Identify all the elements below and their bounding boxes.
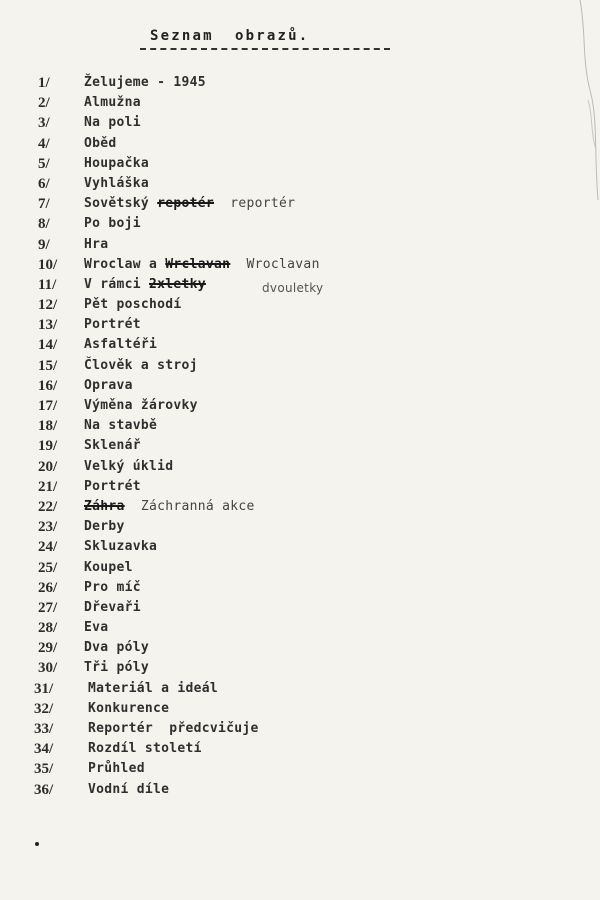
item-title-text: Almužna: [84, 95, 141, 111]
item-number: 14/: [38, 337, 58, 354]
item-title: [84, 255, 320, 275]
item-number: 31/: [34, 680, 54, 697]
item-title-text: Oběd: [84, 135, 117, 151]
item-number: 7/: [38, 196, 50, 213]
item-number: 6/: [38, 175, 50, 192]
item-title: [84, 154, 149, 174]
item-title: [84, 457, 173, 477]
item-number: 25/: [38, 559, 58, 576]
item-number: 17/: [38, 398, 58, 414]
item-title-text: Vodní díle: [88, 781, 170, 797]
item-title-text: Konkurence: [88, 700, 170, 716]
list-item: [0, 376, 600, 396]
item-title-text: Výměna žárovky: [84, 398, 198, 413]
list-item: [0, 759, 600, 779]
item-title: [84, 558, 133, 578]
item-title-text: Na poli: [84, 115, 141, 131]
item-title-text: Skluzavka: [84, 539, 158, 555]
item-title-text: Materiál a ideál: [88, 680, 219, 696]
item-title-text: Hra: [84, 236, 109, 252]
item-title-text: Rozdíl století: [88, 741, 202, 757]
item-number: 36/: [34, 781, 54, 798]
item-number: 8/: [38, 216, 50, 233]
item-title: [84, 416, 157, 436]
title-underline: [140, 48, 390, 50]
item-title: [84, 598, 141, 618]
item-title: [84, 214, 141, 234]
item-title-text: Vyhláška: [84, 175, 150, 191]
list-item: [0, 73, 600, 93]
list-item: [0, 780, 600, 800]
item-title-text: Portrét: [84, 478, 141, 494]
list-item: [0, 416, 600, 436]
item-number: 26/: [38, 579, 58, 596]
item-title: [88, 759, 145, 779]
list-item: [0, 194, 600, 214]
list-item: [0, 699, 600, 719]
item-title: [84, 436, 141, 456]
ink-dot: [35, 842, 39, 846]
item-title-text: Průhled: [88, 761, 145, 777]
item-number: 4/: [38, 135, 50, 152]
item-number: 10/: [38, 256, 58, 273]
struck-text: Wrclavan: [165, 256, 231, 272]
item-title-text: Tři póly: [84, 660, 150, 676]
item-number: 5/: [38, 155, 50, 172]
image-list: [0, 73, 600, 800]
item-title: [84, 376, 133, 396]
list-item: [0, 517, 600, 537]
item-title-text: Eva: [84, 620, 109, 636]
list-item: [0, 214, 600, 234]
list-item: [0, 739, 600, 759]
item-title-text: Velký úklid: [84, 458, 174, 474]
list-item: [0, 457, 600, 477]
item-title: [84, 335, 157, 355]
item-title: [84, 275, 324, 295]
list-item: [0, 134, 600, 154]
item-title-text: Oprava: [84, 377, 133, 393]
item-title: [84, 315, 141, 335]
item-title: [84, 113, 141, 133]
item-title-text: Dřevaři: [84, 599, 141, 615]
item-title: [84, 578, 141, 598]
correction-text: reportér: [214, 196, 296, 212]
item-title: [84, 356, 198, 376]
list-item: [0, 356, 600, 376]
correction-text: Wroclavan: [230, 256, 320, 272]
list-item: [0, 93, 600, 113]
item-title-text: Portrét: [84, 317, 141, 333]
list-item: [0, 295, 600, 315]
list-item: [0, 174, 600, 194]
item-title: [84, 134, 117, 154]
list-item: [0, 436, 600, 456]
struck-text: 2xletky: [149, 276, 206, 292]
list-item: [0, 598, 600, 618]
item-title-text: Člověk a stroj: [84, 357, 198, 373]
item-title: [84, 477, 141, 497]
item-title-text: Pět poschodí: [84, 297, 182, 313]
list-item: [0, 497, 600, 517]
item-number: 28/: [38, 620, 58, 637]
item-number: 30/: [38, 660, 58, 677]
item-title-text: Koupel: [84, 559, 133, 575]
item-title: [84, 497, 255, 517]
list-item: [0, 679, 600, 699]
item-title: [84, 73, 206, 93]
item-number: 18/: [38, 418, 58, 435]
item-title-text: Na stavbě: [84, 418, 158, 434]
list-item: [0, 315, 600, 335]
item-number: 20/: [38, 458, 58, 475]
item-title-text: Želujeme - 1945: [84, 75, 206, 90]
list-item: [0, 719, 600, 739]
item-number: 34/: [34, 741, 54, 758]
item-number: 33/: [34, 721, 54, 737]
list-item: [0, 638, 600, 658]
item-title: [84, 93, 141, 113]
item-number: 27/: [38, 599, 58, 616]
item-number: 16/: [38, 377, 58, 394]
list-item: [0, 558, 600, 578]
item-title: [88, 679, 218, 699]
item-title-text: Pro míč: [84, 579, 141, 595]
paper-edge-mark: [560, 0, 600, 200]
item-title-text: Po boji: [84, 216, 141, 232]
item-number: 15/: [38, 357, 58, 374]
list-item: [0, 255, 600, 275]
item-title: [84, 194, 295, 214]
item-number: 13/: [38, 317, 58, 334]
item-title: [84, 174, 149, 194]
item-number: 9/: [38, 236, 50, 253]
list-item: [0, 396, 600, 416]
list-item: [0, 154, 600, 174]
page-title: Seznam obrazů.: [150, 28, 310, 44]
overlay-correction-text: dvouletky: [262, 280, 324, 295]
list-item: [0, 235, 600, 255]
item-title: [88, 699, 169, 719]
list-item: [0, 537, 600, 557]
list-item: [0, 113, 600, 133]
item-title-text: Asfaltéři: [84, 337, 158, 353]
list-item: [0, 275, 600, 295]
list-item: [0, 477, 600, 497]
struck-text: repotér: [157, 196, 215, 212]
list-item: [0, 578, 600, 598]
item-title: [88, 780, 169, 800]
item-title: [88, 719, 259, 739]
item-title: [84, 537, 157, 557]
item-title-text: Derby: [84, 519, 125, 535]
list-item: [0, 618, 600, 638]
item-number: 29/: [38, 640, 58, 657]
item-number: 21/: [38, 478, 58, 495]
correction-text: Záchranná akce: [124, 498, 255, 514]
list-item: [0, 335, 600, 355]
item-title: [84, 295, 182, 315]
item-title: [84, 658, 149, 678]
item-number: 11/: [38, 276, 57, 293]
item-title-text: Houpačka: [84, 155, 150, 171]
item-title-text: Dva póly: [84, 640, 150, 656]
item-number: 2/: [38, 95, 50, 112]
item-title: [84, 638, 149, 658]
item-title: [84, 396, 198, 416]
struck-text: Záhra: [84, 498, 125, 514]
item-title-text: Wroclaw a: [84, 256, 166, 272]
item-title-text: Sklenář: [84, 438, 141, 454]
item-number: 23/: [38, 519, 58, 536]
item-title-text: V rámci: [84, 276, 150, 292]
item-title: [88, 739, 202, 759]
item-title: [84, 235, 108, 255]
item-number: 32/: [34, 700, 54, 717]
list-item: [0, 658, 600, 678]
item-number: 1/: [38, 75, 50, 91]
item-title: [84, 517, 125, 537]
item-number: 19/: [38, 438, 58, 455]
item-number: 35/: [34, 761, 54, 778]
item-number: 12/: [38, 297, 58, 314]
item-number: 24/: [38, 539, 58, 556]
item-number: 3/: [38, 115, 50, 132]
item-title: [84, 618, 108, 638]
item-title-text: Sovětský: [84, 196, 158, 212]
item-number: 22/: [38, 498, 58, 515]
item-title-text: Reportér předcvičuje: [88, 721, 259, 736]
